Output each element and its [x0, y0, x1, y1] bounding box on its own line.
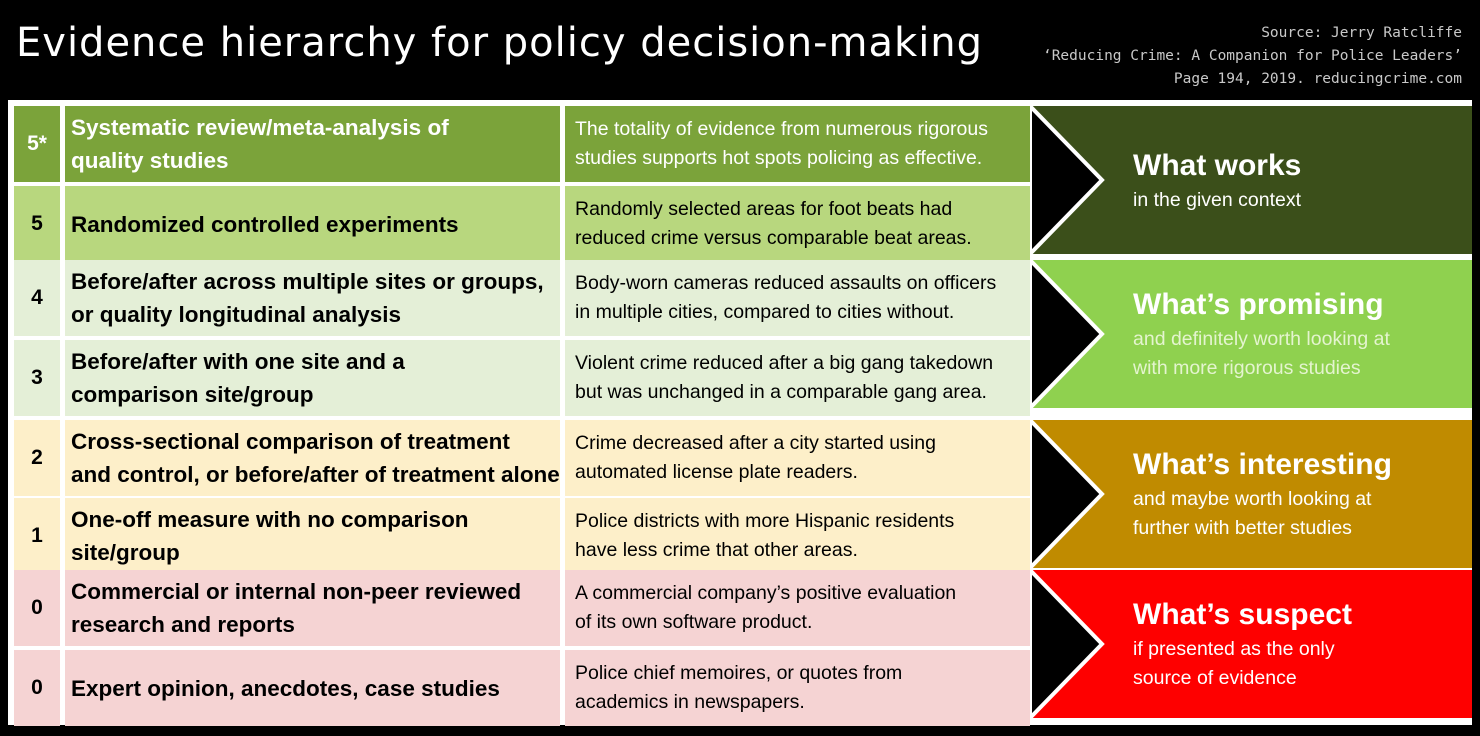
chevron-arrow-icon: [1030, 420, 1130, 568]
example-cell: [565, 260, 1030, 336]
method-line: One-off measure with no comparison site/group: [71, 507, 469, 565]
level-cell: 1: [14, 498, 60, 574]
table-row: [14, 498, 1030, 574]
level-cell: 0: [14, 650, 60, 726]
band-label: [1133, 260, 1463, 408]
band-whats-suspect: [1030, 570, 1472, 718]
source-author: Source: Jerry Ratcliffe: [1261, 25, 1462, 41]
level-cell: 3: [14, 340, 60, 416]
example-line: A commercial company’s positive evaluation: [575, 582, 957, 604]
example-line: academics in newspapers.: [575, 691, 805, 713]
example-line: reduced crime versus comparable beat areas.: [575, 227, 972, 249]
method-line: quality studies: [71, 148, 229, 173]
example-line: Police districts with more Hispanic residents: [575, 510, 955, 532]
example-line: have less crime that other areas.: [575, 539, 858, 561]
table-row: [14, 260, 1030, 336]
example-line: in multiple cities, compared to cities without.: [575, 301, 955, 323]
example-cell: [565, 498, 1030, 574]
method-cell: [65, 106, 560, 182]
band-heading: What’s promising: [1133, 288, 1384, 321]
method-line: research and reports: [71, 612, 295, 637]
source-book: ‘Reducing Crime: A Companion for Police Leaders’: [1042, 48, 1462, 64]
method-cell: [65, 260, 560, 336]
table-row: [14, 340, 1030, 416]
band-whats-interesting: [1030, 420, 1472, 568]
hierarchy-table: [8, 100, 1472, 725]
example-line: Randomly selected areas for foot beats had: [575, 198, 953, 220]
method-cell: [65, 498, 560, 574]
method-line: Randomized controlled experiments: [71, 211, 459, 237]
band-subtext: if presented as the only: [1133, 638, 1335, 660]
table-row: [14, 420, 1030, 496]
arrow-shape: [1030, 106, 1102, 254]
band-heading: What’s suspect: [1133, 598, 1352, 631]
method-cell: [65, 186, 560, 262]
band-heading: What’s interesting: [1133, 448, 1392, 481]
method-cell: [65, 650, 560, 726]
band-subtext: and maybe worth looking at: [1133, 488, 1372, 510]
band-label: [1133, 420, 1463, 568]
band-what-works: [1030, 106, 1472, 254]
method-line: Expert opinion, anecdotes, case studies: [71, 675, 500, 701]
chevron-arrow-icon: [1030, 106, 1130, 254]
band-label: [1133, 106, 1463, 254]
arrow-shape: [1030, 260, 1102, 408]
table-row: [14, 106, 1030, 182]
table-row: [14, 650, 1030, 726]
band-label: [1133, 570, 1463, 718]
band-subtext: in the given context: [1133, 188, 1302, 211]
method-line: Commercial or internal non-peer reviewed: [71, 579, 522, 604]
chevron-arrow-icon: [1030, 260, 1130, 408]
level-cell: 2: [14, 420, 60, 496]
table-row: [14, 570, 1030, 646]
level-cell: 0: [14, 570, 60, 646]
arrow-shape: [1030, 420, 1102, 568]
method-cell: [65, 570, 560, 646]
level-cell: 5: [14, 186, 60, 262]
example-cell: [565, 570, 1030, 646]
example-line: The totality of evidence from numerous rigorous: [575, 118, 988, 140]
band-subtext: and definitely worth looking at: [1133, 328, 1390, 350]
page-title: Evidence hierarchy for policy decision-making: [16, 20, 984, 66]
method-line: Systematic review/meta-analysis of: [71, 115, 449, 140]
method-cell: [65, 340, 560, 416]
level-cell: 4: [14, 260, 60, 336]
method-line: or quality longitudinal analysis: [71, 302, 402, 327]
example-line: studies supports hot spots policing as effective.: [575, 147, 983, 169]
method-line: Before/after with one site and a: [71, 349, 405, 374]
example-line: Violent crime reduced after a big gang takedown: [575, 352, 994, 374]
table-row: [14, 186, 1030, 262]
example-line: Crime decreased after a city started using: [575, 432, 936, 454]
method-cell: [65, 420, 560, 496]
example-line: of its own software product.: [575, 611, 813, 633]
arrow-shape: [1030, 570, 1102, 718]
band-subtext: source of evidence: [1133, 667, 1297, 689]
source-page-url: Page 194, 2019. reducingcrime.com: [1173, 71, 1462, 87]
band-whats-promising: [1030, 260, 1472, 408]
example-cell: [565, 650, 1030, 726]
method-line: comparison site/group: [71, 382, 314, 407]
method-line: and control, or before/after of treatment alone: [71, 462, 560, 487]
band-heading: What works: [1133, 148, 1302, 182]
chevron-arrow-icon: [1030, 570, 1130, 718]
source-citation: [1043, 22, 1462, 91]
example-cell: [565, 106, 1030, 182]
example-line: Body-worn cameras reduced assaults on officers: [575, 272, 997, 294]
example-cell: [565, 340, 1030, 416]
method-line: Cross-sectional comparison of treatment: [71, 429, 510, 454]
example-cell: [565, 186, 1030, 262]
example-cell: [565, 420, 1030, 496]
example-line: automated license plate readers.: [575, 461, 858, 483]
band-subtext: with more rigorous studies: [1133, 357, 1361, 379]
level-cell: 5*: [14, 106, 60, 182]
band-subtext: further with better studies: [1133, 517, 1352, 539]
example-line: but was unchanged in a comparable gang area.: [575, 381, 987, 403]
method-line: Before/after across multiple sites or groups,: [71, 269, 544, 294]
example-line: Police chief memoires, or quotes from: [575, 662, 903, 684]
